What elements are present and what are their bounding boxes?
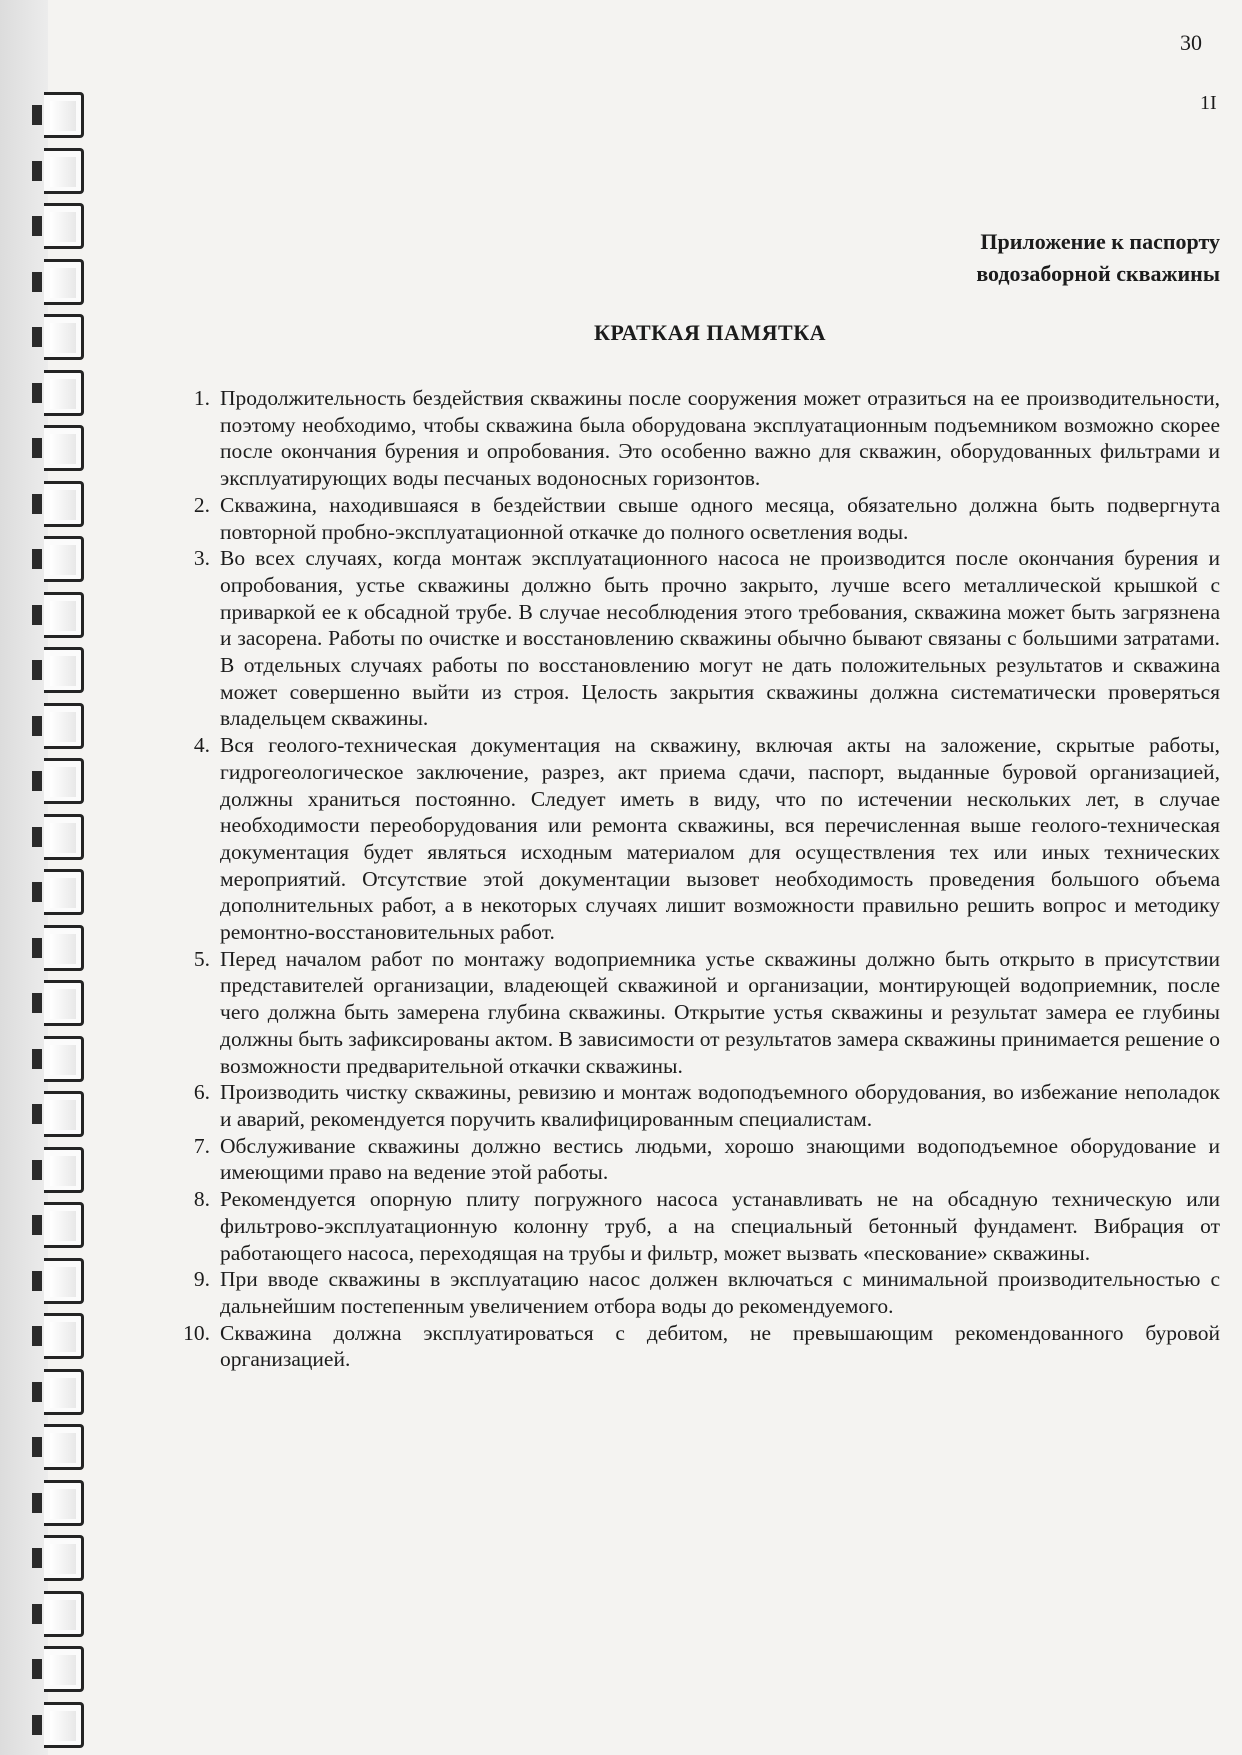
- binding-ring: [44, 814, 84, 860]
- binding-ring: [44, 1480, 84, 1526]
- list-item: [193, 1186, 1220, 1266]
- list-item-text: Вся геолого-техническая документация на скважину, включая акты на заложение, скрытые работы, гидрогеологическое заключение, разрез, акт приема сдачи, паспорт, выданные буровой организацией, должны храниться постоянно. Следует иметь в виду, что по истечении нескольких лет, в случае необходимости переоборудования или ремонта скважины, вся перечисленная выше геолого-техническая документация будет являться исходным материалом для осуществления тех или иных технических мероприятий. Отсутствие этой документации вызовет необходимость проведения большого объема дополнительных работ, а в некоторых случаях лишит возможности правильно решить вопрос и методику ремонтно-восстановительных работ.: [220, 733, 1220, 945]
- binding-ring: [44, 980, 84, 1026]
- list-item-number: 3.: [193, 546, 210, 571]
- binding-edge: [0, 0, 48, 1755]
- binding-ring: [44, 1702, 84, 1748]
- memo-list: [183, 385, 1220, 1373]
- corner-mark: 1I: [1200, 92, 1217, 114]
- list-item-number: 8.: [193, 1187, 210, 1212]
- list-item: [193, 732, 1220, 946]
- list-item: [193, 385, 1220, 492]
- binding-ring: [44, 92, 84, 138]
- appendix-line-2: водозаборной скважины: [976, 261, 1220, 286]
- list-item-number: 7.: [193, 1133, 210, 1158]
- binding-ring: [44, 425, 84, 471]
- binding-ring: [44, 592, 84, 638]
- binding-ring: [44, 259, 84, 305]
- spiral-binding: [0, 0, 110, 1755]
- list-item: [193, 946, 1220, 1080]
- binding-ring: [44, 1591, 84, 1637]
- binding-ring: [44, 703, 84, 749]
- binding-ring: [44, 481, 84, 527]
- list-item-number: 9.: [193, 1267, 210, 1292]
- list-item-text: Перед началом работ по монтажу водоприемника устье скважины должно быть открыто в присутствии представителей организации, владеющей скважиной и организации, монтирующей водоприемник, после чего должна быть замерена глубина скважины. Открытие устья скважины и результат замера ее глубины должны быть зафиксированы актом. В зависимости от результатов замера скважины принимается решение о возможности предварительной откачки скважины.: [220, 946, 1220, 1078]
- list-item-text: Во всех случаях, когда монтаж эксплуатационного насоса не производится после окончания бурения и опробования, устье скважины должно быть прочно закрыто, лучше всего металлической крышкой с приваркой ее к обсадной трубе. В случае несоблюдения этого требования, скважина может быть загрязнена и засорена. Работы по очистке и восстановлению скважины обычно бывают связаны с большими затратами. В отдельных случаях работы по восстановлению могут не дать положительных результатов и скважина может совершенно выйти из строя. Целость закрытия скважины должна систематически проверяться владельцем скважины.: [220, 546, 1220, 731]
- list-item-text: Производить чистку скважины, ревизию и монтаж водоподъемного оборудования, во избежание неполадок и аварий, рекомендуется поручить квалифицированным специалистам.: [220, 1080, 1220, 1131]
- binding-ring: [44, 1036, 84, 1082]
- binding-ring: [44, 758, 84, 804]
- list-item-text: При вводе скважины в эксплуатацию насос должен включаться с минимальной производительностью с дальнейшим постепенным увеличением отбора воды до рекомендуемого.: [220, 1267, 1220, 1318]
- list-item-number: 10.: [183, 1320, 210, 1345]
- list-item: [193, 492, 1220, 545]
- binding-ring: [44, 1646, 84, 1692]
- list-item-number: 4.: [193, 733, 210, 758]
- binding-ring: [44, 1535, 84, 1581]
- binding-ring: [44, 148, 84, 194]
- list-item: [193, 1133, 1220, 1186]
- binding-ring: [44, 1369, 84, 1415]
- list-item-text: Продолжительность бездействия скважины после сооружения может отразиться на ее производительности, поэтому необходимо, чтобы скважина была оборудована эксплуатационным подъемником возможно скорее после окончания бурения и опробования. Это особенно важно для скважин, оборудованных фильтрами и эксплуатирующих воды песчаных водоносных горизонтов.: [220, 386, 1220, 491]
- list-item-number: 1.: [193, 386, 210, 410]
- binding-ring: [44, 1313, 84, 1359]
- binding-ring: [44, 203, 84, 249]
- page-number: 30: [1180, 30, 1202, 55]
- binding-ring: [44, 1424, 84, 1470]
- binding-ring: [44, 869, 84, 915]
- binding-ring: [44, 1202, 84, 1248]
- list-item-number: 6.: [193, 1080, 210, 1105]
- appendix-line-1: Приложение к паспорту: [980, 229, 1220, 254]
- list-item-text: Скважина должна эксплуатироваться с дебитом, не превышающим рекомендованного буровой организацией.: [220, 1320, 1220, 1372]
- list-item-text: Обслуживание скважины должно вестись людьми, хорошо знающими водоподъемное оборудование и имеющими право на ведение этой работы.: [220, 1133, 1220, 1185]
- binding-ring: [44, 314, 84, 360]
- list-item-number: 2.: [193, 492, 210, 517]
- binding-ring: [44, 1147, 84, 1193]
- binding-ring: [44, 925, 84, 971]
- list-item: [193, 545, 1220, 732]
- list-item-number: 5.: [193, 946, 210, 971]
- list-item: [183, 1320, 1220, 1373]
- list-item-text: Скважина, находившаяся в бездействии свыше одного месяца, обязательно должна быть подвергнута повторной пробно-эксплуатационной откачке до полного осветления воды.: [220, 492, 1220, 544]
- binding-ring: [44, 647, 84, 693]
- binding-ring: [44, 1091, 84, 1137]
- document-title: КРАТКАЯ ПАМЯТКА: [593, 320, 827, 345]
- list-item: [193, 1079, 1220, 1132]
- appendix-heading: [976, 226, 1220, 290]
- binding-ring: [44, 1258, 84, 1304]
- binding-ring: [44, 536, 84, 582]
- list-item: [193, 1266, 1220, 1319]
- list-item-text: Рекомендуется опорную плиту погружного насоса устанавливать не на обсадную техническую или фильтрово-эксплуатационную колонну труб, а на специальный бетонный фундамент. Вибрация от работающего насоса, переходящая на трубы и фильтр, может вызвать «пескование» скважины.: [220, 1187, 1220, 1265]
- binding-ring: [44, 370, 84, 416]
